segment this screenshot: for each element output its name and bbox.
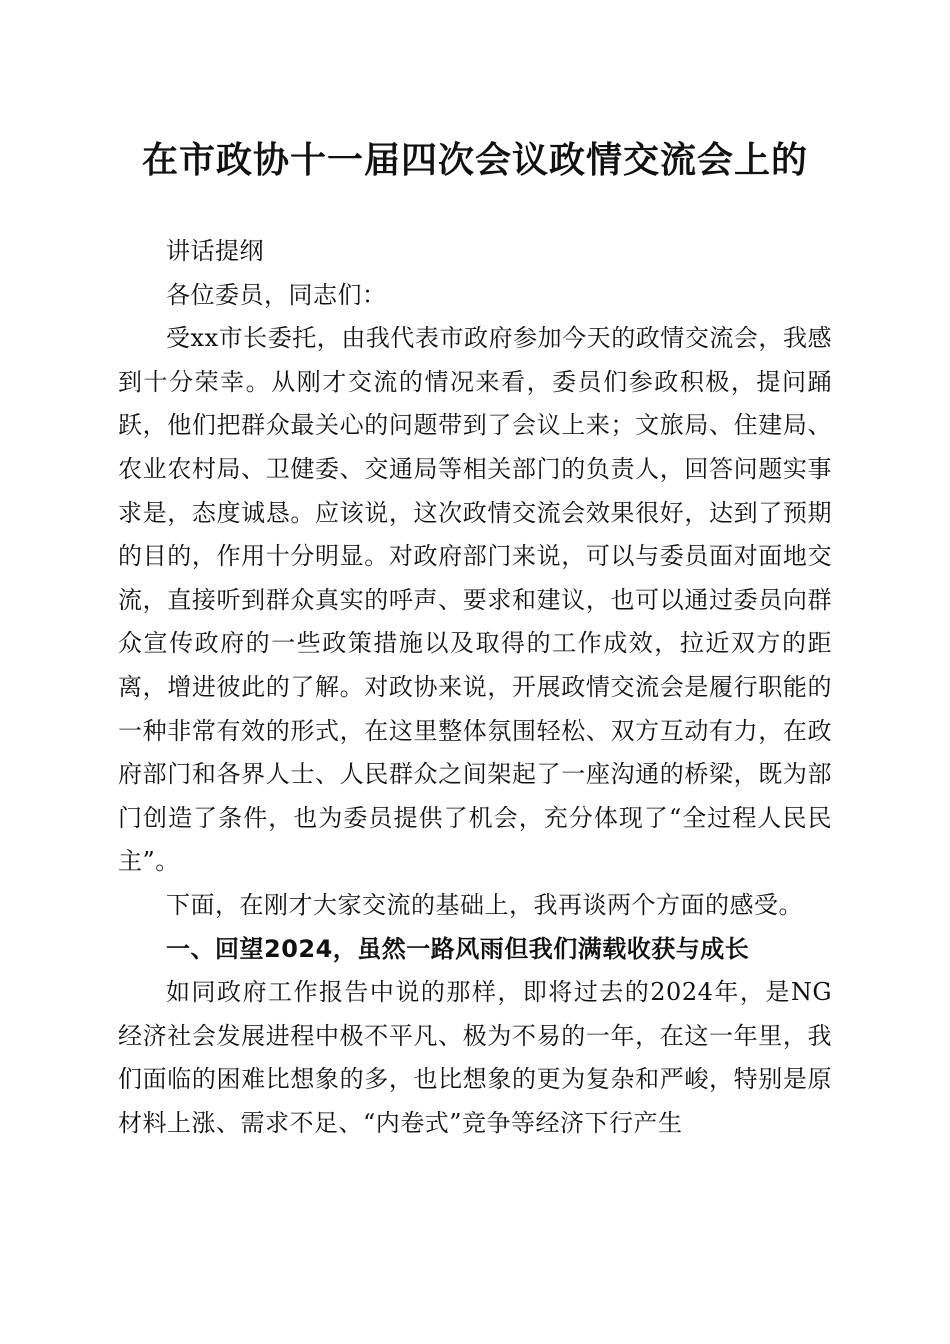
body-paragraph: 下面，在刚才大家交流的基础上，我再谈两个方面的感受。 (166, 890, 803, 919)
document-body (118, 230, 832, 1145)
body-paragraph: 受xx市长委托，由我代表市政府参加今天的政情交流会，我感到十分荣幸。从刚才交流的情况来看，委员们参政积极，提问踊跃，他们把群众最关心的问题带到了会议上来；文旅局、住建局、农业农村局、卫健委、交通局等相关部门的负责人，回答问题实事求是，态度诚恳。应该说，这次政情交流会效果很好，达到了预期的目的，作用十分明显。对政府部门来说，可以与委员面对面地交流，直接听到群众真实的呼声、要求和建议，也可以通过委员向群众宣传政府的一些政策措施以及取得的工作成效，拉近双方的距离，增进彼此的了解。对政协来说，开展政情交流会是履行职能的一种非常有效的形式，在这里整体氛围轻松、双方互动有力，在政府部门和各界人士、人民群众之间架起了一座沟通的桥梁，既为部门创造了条件，也为委员提供了机会，充分体现了“全过程人民民主”。 (118, 324, 832, 876)
salutation-paragraph: 各位委员，同志们： (166, 280, 387, 309)
body-paragraph: 如同政府工作报告中说的那样，即将过去的2024年，是NG经济社会发展进程中极不平凡、极为不易的一年，在这一年里，我们面临的困难比想象的多，也比想象的更为复杂和严峻，特别是原材料上涨、需求不足、“内卷式”竞争等经济下行产生 (118, 978, 832, 1137)
subtitle-paragraph: 讲话提纲 (166, 237, 264, 265)
document-title: 在市政协十一届四次会议政情交流会上的 (141, 139, 808, 181)
section-heading: 一、回望2024，虽然一路风雨但我们满载收获与成长 (166, 934, 750, 963)
